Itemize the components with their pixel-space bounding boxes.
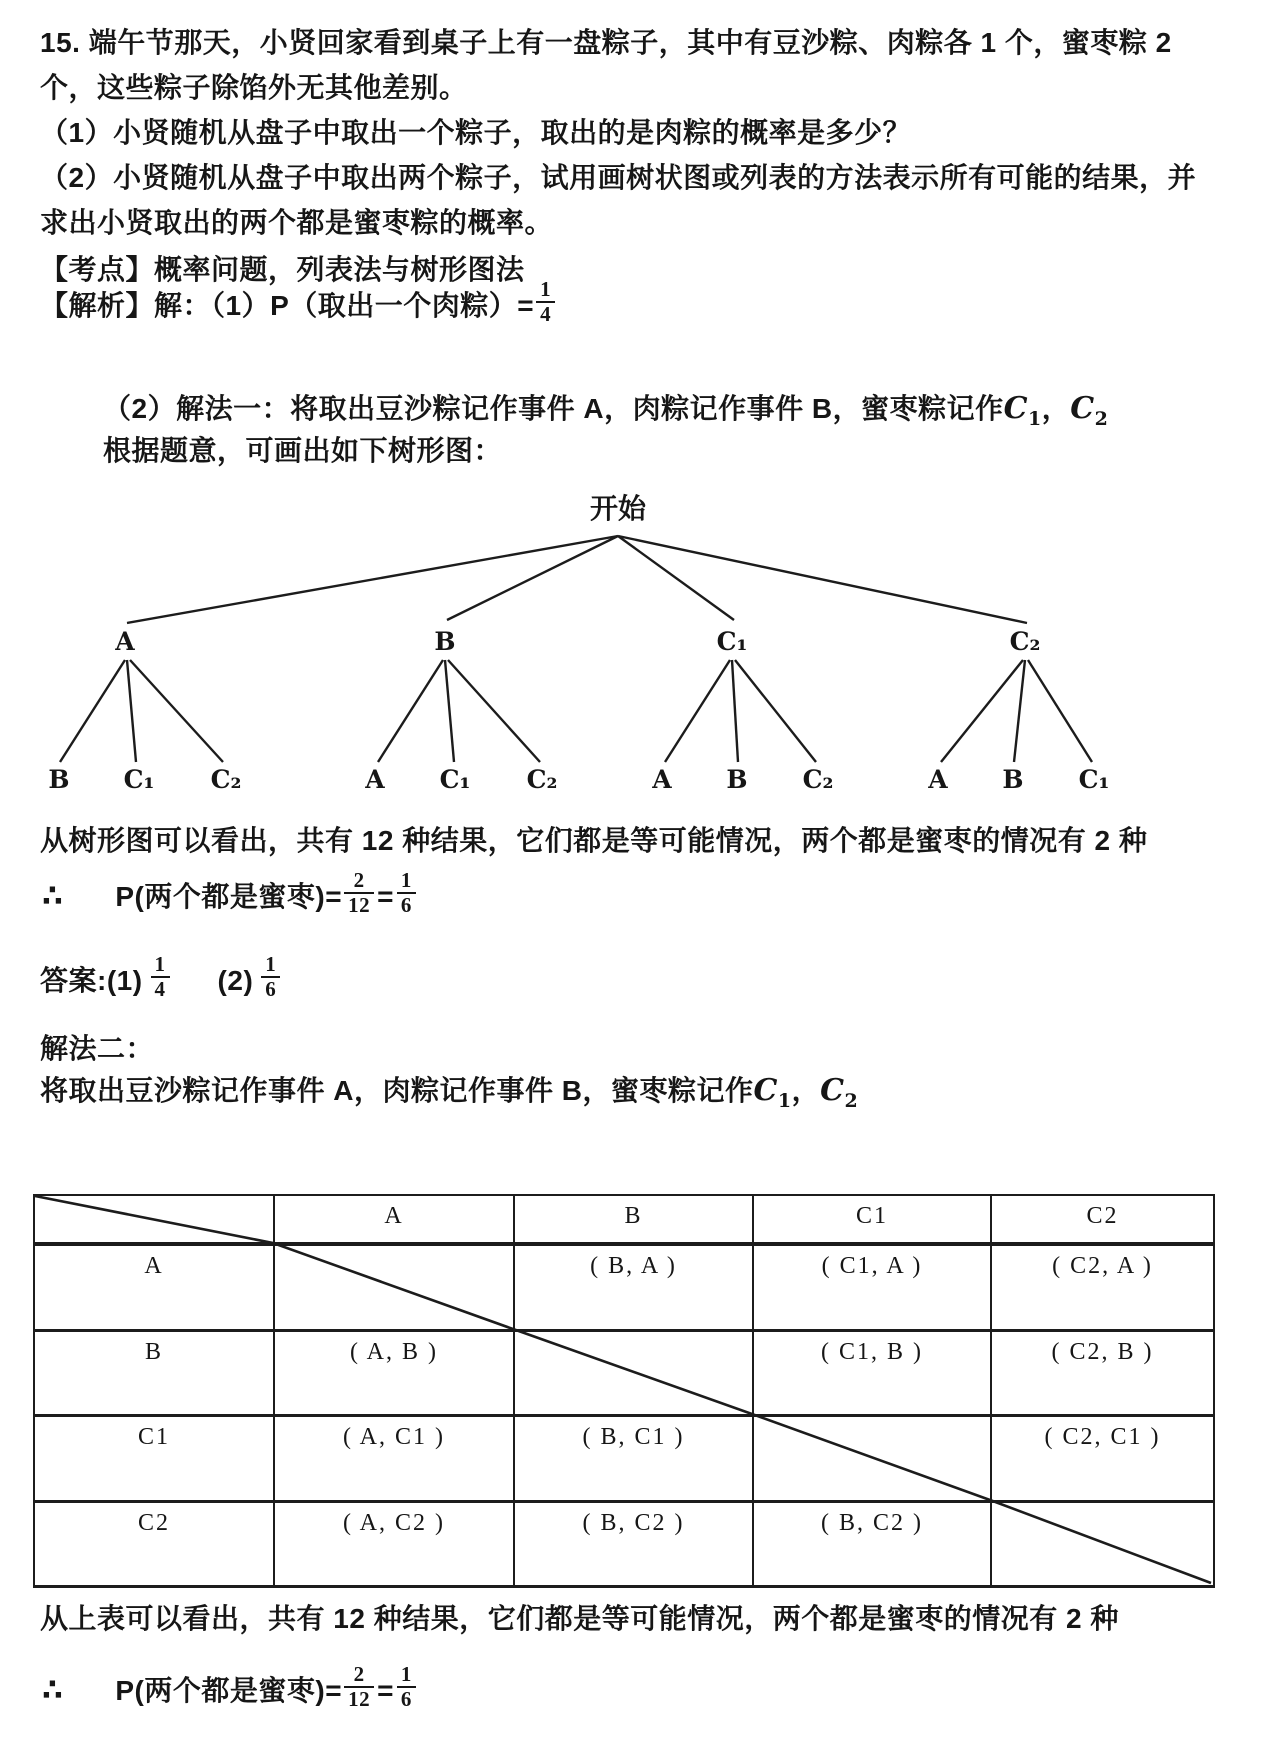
tree-leaf-line <box>735 660 816 762</box>
tree-leaf: B <box>48 765 70 794</box>
col-header-b: B <box>514 1195 753 1244</box>
table-cell: ( B, C1 ) <box>514 1415 753 1501</box>
method1-intro-text: （2）解法一：将取出豆沙粽记作事件 A，肉粽记作事件 B，蜜枣粽记作 <box>103 393 1004 424</box>
tree-leaf: C₁ <box>123 765 155 794</box>
tree-leaf-line <box>732 660 738 762</box>
exam-point: 【考点】概率问题，列表法与树形图法 <box>40 254 525 285</box>
tree-leaf: C₁ <box>1078 765 1110 794</box>
method2-title: 解法二： <box>40 1033 155 1064</box>
tree-leaf: A <box>652 765 672 794</box>
tree-leaf-line <box>665 660 730 762</box>
tree-leaf-line <box>378 660 443 762</box>
col-header-c1: C1 <box>753 1195 991 1244</box>
tree-leaf-line <box>60 660 125 762</box>
probability-formula-1 <box>42 866 418 926</box>
tree-leaf: C₂ <box>526 765 558 794</box>
fraction-one-sixth: $\frac{1}{6}$ <box>397 1663 416 1711</box>
table-cell: ( B, C2 ) <box>514 1501 753 1586</box>
problem-statement: 15. 端午节那天，小贤回家看到桌子上有一盘粽子，其中有豆沙粽、肉粽各 1 个，蜜枣粽 2 个，这些粽子除馅外无其他差别。 <box>40 27 1172 103</box>
table-cell <box>514 1330 753 1415</box>
table-cell: ( B, A ) <box>514 1244 753 1330</box>
table-row <box>34 1415 1214 1501</box>
answer-line <box>40 950 282 1010</box>
outcome-table-wrap <box>33 1194 1213 1585</box>
fraction-two-twelfths: $\frac{2}{12}$ <box>344 869 374 917</box>
analysis-prefix: 【解析】解：（1）P（取出一个肉粽）= <box>40 289 535 321</box>
tree-leaf: B <box>726 765 748 794</box>
therefore-symbol: ∴ <box>42 879 64 913</box>
tree-root-label: 开始 <box>589 493 647 524</box>
method1-line2: 根据题意，可画出如下树形图： <box>103 435 503 466</box>
tree-branch-line <box>447 536 618 620</box>
row-label-c1: C1 <box>34 1415 274 1501</box>
equals-sign: = <box>377 880 394 912</box>
table-cell: ( A, B ) <box>274 1330 514 1415</box>
tree-leaf-line <box>130 660 223 762</box>
answer-fraction-2: $\frac{1}{6}$ <box>261 953 280 1001</box>
col-header-c2: C2 <box>991 1195 1214 1244</box>
table-row <box>34 1330 1214 1415</box>
tree-leaf-line <box>941 660 1023 762</box>
question-2: （2）小贤随机从盘子中取出两个粽子，试用画树状图或列表的方法表示所有可能的结果，并求出小贤取出的两个都是蜜枣粽的概率。 <box>40 162 1197 238</box>
row-label-c2: C2 <box>34 1501 274 1586</box>
table-cell: ( B, C2 ) <box>753 1501 991 1586</box>
table-conclusion: 从上表可以看出，共有 12 种结果，它们都是等可能情况，两个都是蜜枣的情况有 2 种 <box>40 1603 1119 1634</box>
comma-separator: ， <box>1041 393 1071 424</box>
table-cell: ( C2, B ) <box>991 1330 1214 1415</box>
answer-mid: (2) <box>217 964 254 996</box>
table-row <box>34 1501 1214 1586</box>
outcome-table <box>33 1194 1215 1588</box>
table-cell: ( C1, A ) <box>753 1244 991 1330</box>
table-cell: ( C2, C1 ) <box>991 1415 1214 1501</box>
table-cell: ( C1, B ) <box>753 1330 991 1415</box>
fraction-two-twelfths: $\frac{2}{12}$ <box>344 1663 374 1711</box>
therefore-symbol: ∴ <box>42 1673 64 1707</box>
tree-node-c2: C₂ <box>1009 627 1041 656</box>
tree-leaf: C₁ <box>439 765 471 794</box>
tree-leaf: A <box>365 765 385 794</box>
table-cell: ( A, C1 ) <box>274 1415 514 1501</box>
event-c1-2: $C_1$ <box>753 1073 792 1112</box>
tree-leaf-line <box>1028 660 1092 762</box>
col-header-a: A <box>274 1195 514 1244</box>
tree-leaf-line <box>448 660 540 762</box>
row-label-b: B <box>34 1330 274 1415</box>
p-expression: P(两个都是蜜枣)= <box>115 1674 343 1706</box>
p-expression: P(两个都是蜜枣)= <box>115 880 343 912</box>
answer-prefix: 答案:(1) <box>40 964 143 996</box>
method2-intro-text: 将取出豆沙粽记作事件 A，肉粽记作事件 B，蜜枣粽记作 <box>40 1075 754 1106</box>
tree-leaf-line <box>445 660 454 762</box>
tree-leaf-line <box>127 660 136 762</box>
tree-leaf-line <box>1014 660 1025 762</box>
tree-node-a: A <box>115 627 135 656</box>
corner-cell <box>34 1195 274 1244</box>
tree-leaf: B <box>1002 765 1024 794</box>
fraction-one-sixth: $\frac{1}{6}$ <box>397 869 416 917</box>
problem-text <box>40 20 1210 245</box>
method2-intro <box>40 1068 1190 1124</box>
tree-leaf: C₂ <box>210 765 242 794</box>
answer-fraction-1: $\frac{1}{4}$ <box>151 953 170 1001</box>
tree-node-b: B <box>434 627 456 656</box>
tree-node-c1: C₁ <box>716 627 748 656</box>
tree-conclusion: 从树形图可以看出，共有 12 种结果，它们都是等可能情况，两个都是蜜枣的情况有 2 种 <box>40 825 1148 856</box>
table-cell: ( A, C2 ) <box>274 1501 514 1586</box>
event-c2-2: $C_2$ <box>820 1073 859 1112</box>
question-1: （1）小贤随机从盘子中取出一个粽子，取出的是肉粽的概率是多少？ <box>40 117 912 148</box>
table-cell <box>753 1415 991 1501</box>
analysis-line <box>40 276 557 334</box>
tree-leaf: A <box>928 765 948 794</box>
row-label-a: A <box>34 1244 274 1330</box>
event-c2: $C_2$ <box>1070 391 1109 430</box>
probability-formula-2 <box>42 1660 418 1720</box>
comma-separator-2: ， <box>791 1075 821 1106</box>
fraction-one-quarter: $\frac{1}{4}$ <box>536 278 555 326</box>
tree-leaf: C₂ <box>802 765 834 794</box>
table-row <box>34 1244 1214 1330</box>
event-c1: $C_1$ <box>1003 391 1042 430</box>
table-cell <box>991 1501 1214 1586</box>
tree-diagram <box>30 492 1150 794</box>
table-cell <box>274 1244 514 1330</box>
equals-sign: = <box>377 1674 394 1706</box>
table-cell: ( C2, A ) <box>991 1244 1214 1330</box>
tree-branch-line <box>127 536 618 623</box>
